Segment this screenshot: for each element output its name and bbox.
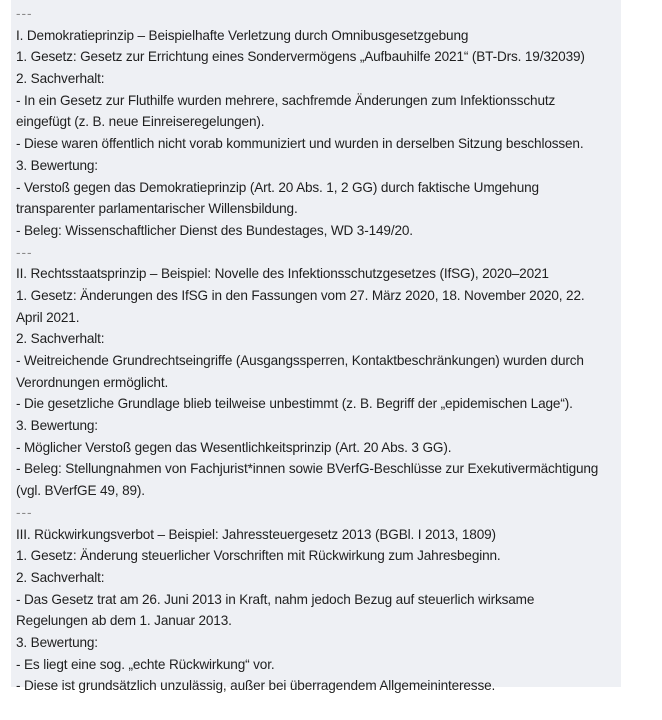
text-line: - Verstoß gegen das Demokratieprinzip (Art. 20 Abs. 1, 2 GG) durch faktische Umgehung — [16, 179, 539, 195]
text-line: April 2021. — [16, 309, 80, 325]
text-line: - Beleg: Wissenschaftlicher Dienst des Bundestages, WD 3-149/20. — [16, 222, 413, 238]
text-line: 1. Gesetz: Gesetz zur Errichtung eines Sondervermögens „Aufbauhilfe 2021“ (BT-Drs. 19/32039) — [16, 49, 585, 65]
text-line: Regelungen ab dem 1. Januar 2013. — [16, 613, 232, 629]
text-line: - Beleg: Stellungnahmen von Fachjurist*innen sowie BVerfG-Beschlüsse zur Exekutivermächtigung — [16, 461, 599, 477]
text-line: - Es liegt eine sog. „echte Rückwirkung“ vor. — [16, 656, 275, 672]
text-line: 3. Bewertung: — [16, 418, 98, 434]
text-line: 3. Bewertung: — [16, 634, 98, 650]
text-line: - Das Gesetz trat am 26. Juni 2013 in Kraft, nahm jedoch Bezug auf steuerlich wirksame — [16, 591, 535, 607]
section-heading: II. Rechtsstaatsprinzip – Beispiel: Novelle des Infektionsschutzgesetzes (IfSG), 2020–2021 — [16, 266, 549, 282]
section-heading: I. Demokratieprinzip – Beispielhafte Verletzung durch Omnibusgesetzgebung — [16, 27, 469, 43]
text-line: eingefügt (z. B. neue Einreiseregelungen). — [16, 114, 265, 130]
section-separator: --- — [16, 6, 33, 21]
text-line: 1. Gesetz: Änderung steuerlicher Vorschriften mit Rückwirkung zum Jahresbeginn. — [16, 548, 501, 564]
text-line: - Diese ist grundsätzlich unzulässig, außer bei überragendem Allgemeininteresse. — [16, 678, 496, 694]
text-line: - Möglicher Verstoß gegen das Wesentlichkeitsprinzip (Art. 20 Abs. 3 GG). — [16, 439, 452, 455]
text-line: 2. Sachverhalt: — [16, 331, 105, 347]
text-line: 1. Gesetz: Änderungen des IfSG in den Fassungen vom 27. März 2020, 18. November 2020, 22. — [16, 287, 585, 303]
text-line: - Weitreichende Grundrechtseingriffe (Ausgangssperren, Kontaktbeschränkungen) wurden durch — [16, 353, 584, 368]
text-line: (vgl. BVerfGE 49, 89). — [16, 483, 145, 499]
text-line: - Diese waren öffentlich nicht vorab kommuniziert und wurden in derselben Sitzung beschlossen. — [16, 136, 584, 152]
text-line: Verordnungen ermöglicht. — [16, 374, 169, 390]
text-line: - In ein Gesetz zur Fluthilfe wurden mehrere, sachfremde Änderungen zum Infektionsschutz — [16, 92, 556, 108]
text-line: - Die gesetzliche Grundlage blieb teilweise unbestimmt (z. B. Begriff der „epidemischen Lage“). — [16, 396, 573, 412]
text-line: transparenter parlamentarischer Willensbildung. — [16, 201, 298, 217]
message-text-block — [11, 0, 621, 694]
section-heading: III. Rückwirkungsverbot – Beispiel: Jahressteuergesetz 2013 (BGBl. I 2013, 1809) — [16, 526, 496, 542]
text-line: 2. Sachverhalt: — [16, 569, 105, 585]
text-line: 3. Bewertung: — [16, 157, 98, 173]
section-separator: --- — [16, 504, 33, 520]
text-line: 2. Sachverhalt: — [16, 71, 105, 87]
section-separator: --- — [16, 244, 33, 260]
